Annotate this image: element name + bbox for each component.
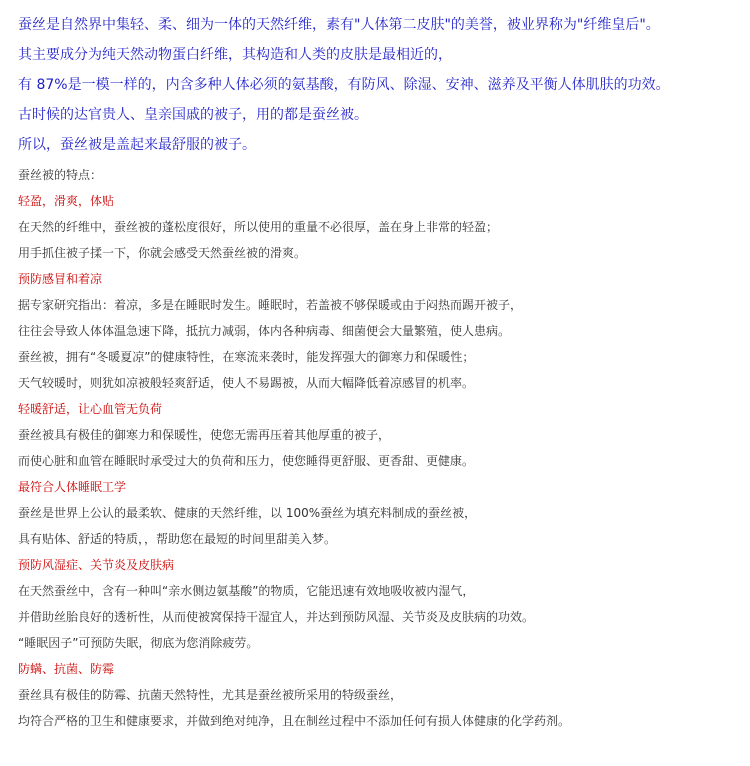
intro-line: 所以，蚕丝被是盖起来最舒服的被子。 [18,137,256,153]
section-heading: 预防感冒和着凉 [18,272,103,286]
section-line: 在天然蚕丝中，含有一种叫“亲水侧边氨基酸”的物质，它能迅速有效地吸收被内湿气， [18,584,475,598]
section-line: 天气较暖时，则犹如凉被般轻爽舒适，使人不易踢被，从而大幅降低着凉感冒的机率。 [18,376,475,390]
section-line: 蚕丝是世界上公认的最柔软、健康的天然纤维，以 100%蚕丝为填充料制成的蚕丝被， [18,506,477,520]
section-lightweight [18,188,750,266]
section-cold-prevention [18,266,750,396]
section-heading: 轻盈，滑爽，体贴 [18,194,115,208]
section-warm-comfort [18,396,750,474]
section-line: 据专家研究指出：着凉，多是在睡眠时发生。睡眠时，若盖被不够保暖或由于闷热而踢开被子， [18,298,523,312]
section-rheumatism-prevention [18,552,750,656]
section-line: “睡眠因子”可预防失眠，彻底为您消除疲劳。 [18,636,259,650]
section-heading: 预防风湿症、关节炎及皮肤病 [18,558,175,572]
intro-line: 其主要成分为纯天然动物蛋白纤维，其构造和人类的皮肤是最相近的， [18,47,452,63]
section-heading: 防螨、抗菌、防霉 [18,662,115,676]
section-anti-mite [18,656,750,734]
section-heading: 轻暖舒适，让心血管无负荷 [18,402,163,416]
section-line: 均符合严格的卫生和健康要求，并做到绝对纯净，且在制丝过程中不添加任何有损人体健康的化学药剂。 [18,714,571,728]
section-line: 往往会导致人体体温急速下降，抵抗力减弱，体内各种病毒、细菌便会大量繁殖，使人患病。 [18,324,511,338]
section-sleep-ergonomics [18,474,750,552]
section-line: 具有贴体、舒适的特质，，帮助您在最短的时间里甜美入梦。 [18,532,337,546]
features-title: 蚕丝被的特点： [18,168,103,182]
intro-line: 蚕丝是自然界中集轻、柔、细为一体的天然纤维，素有"人体第二皮肤"的美誉，被业界称为"纤维皇后"。 [18,17,660,33]
section-line: 用手抓住被子揉一下，你就会感受天然蚕丝被的滑爽。 [18,246,307,260]
section-line: 蚕丝被，拥有“冬暖夏凉”的健康特性，在寒流来袭时，能发挥强大的御寒力和保暖性； [18,350,475,364]
section-line: 而使心脏和血管在睡眠时承受过大的负荷和压力，使您睡得更舒服、更香甜、更健康。 [18,454,475,468]
section-line: 在天然的纤维中，蚕丝被的蓬松度很好，所以使用的重量不必很厚，盖在身上非常的轻盈； [18,220,499,234]
intro-line: 有 87%是一模一样的，内含多种人体必须的氨基酸，有防风、除湿、安神、滋养及平衡人体肌肤的功效。 [18,77,670,93]
section-line: 并借助丝胎良好的透析性，从而使被窝保持干湿宜人，并达到预防风湿、关节炎及皮肤病的功效。 [18,610,535,624]
intro-line: 古时候的达官贵人、皇亲国戚的被子，用的都是蚕丝被。 [18,107,368,123]
section-line: 蚕丝被具有极佳的御寒力和保暖性，使您无需再压着其他厚重的被子， [18,428,391,442]
section-heading: 最符合人体睡眠工学 [18,480,127,494]
intro-paragraph [18,10,750,160]
section-line: 蚕丝具有极佳的防霉、抗菌天然特性，尤其是蚕丝被所采用的特级蚕丝， [18,688,403,702]
